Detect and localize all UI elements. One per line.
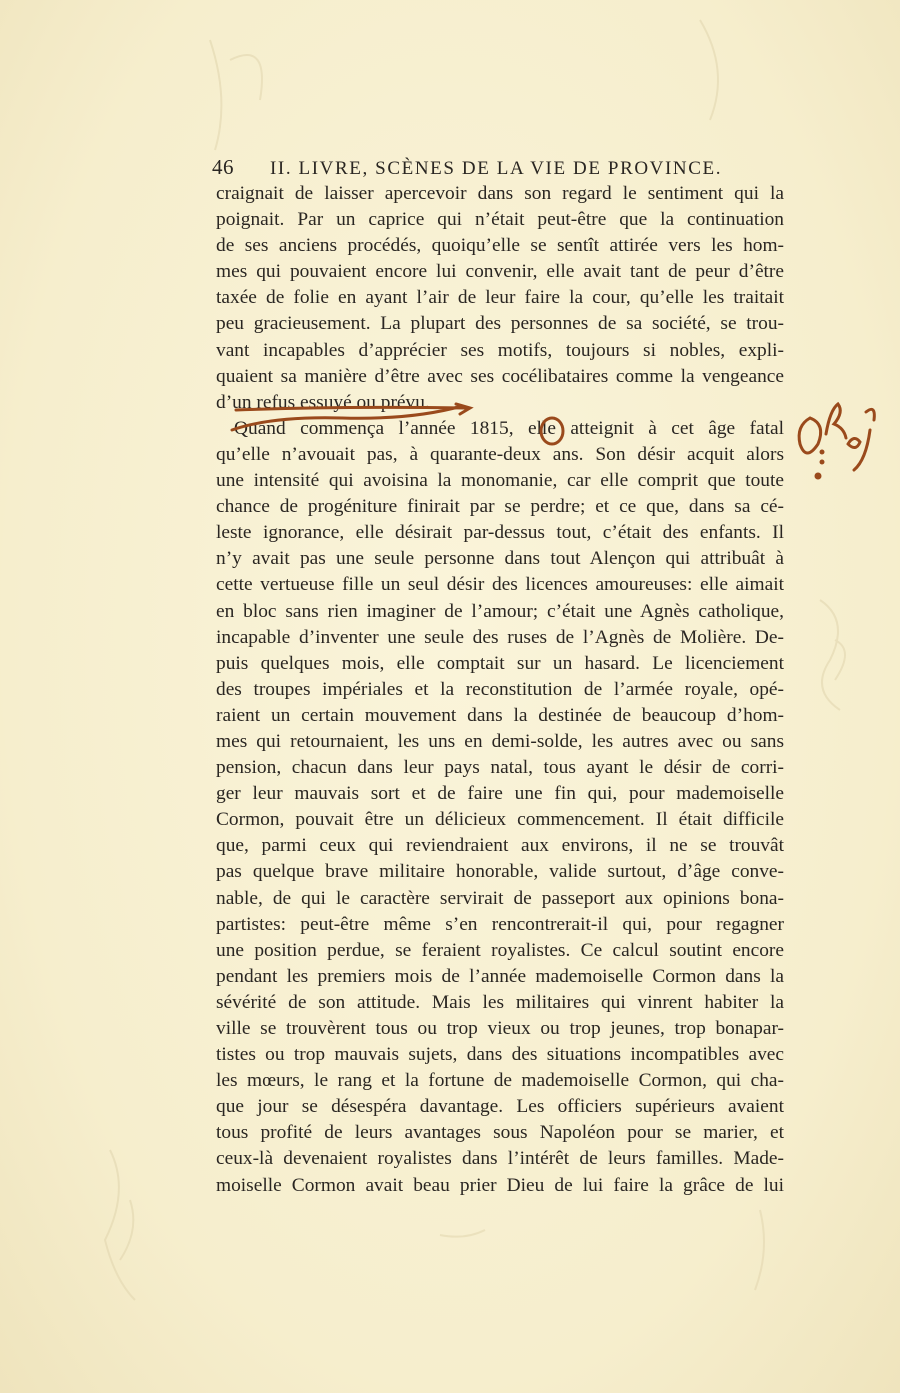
text-line: Cormon, pouvait être un délicieux commencement. Il était difficile xyxy=(216,809,784,831)
text-line: les mœurs, le rang et la fortune de mademoiselle Cormon, qui cha- xyxy=(216,1070,784,1092)
text-line: poignait. Par un caprice qui n’était peut-être que la continuation xyxy=(216,209,784,231)
text-line: vant incapables d’apprécier ses motifs, toujours si nobles, expli- xyxy=(216,339,784,361)
text-line: peu gracieusement. La plupart des personnes de sa société, se trou- xyxy=(216,313,784,335)
text-line: sévérité de son attitude. Mais les militaires qui vinrent habiter la xyxy=(216,991,784,1013)
text-line: mes qui retournaient, les uns en demi-solde, les autres avec ou sans xyxy=(216,730,784,752)
text-line: Quand commença l’année 1815, elle atteignit à cet âge fatal xyxy=(234,417,784,439)
page-number: 46 xyxy=(212,155,234,179)
text-line: tistes ou trop mauvais sujets, dans des situations incompatibles avec xyxy=(216,1044,784,1066)
text-line: ville se trouvèrent tous ou trop vieux ou trop jeunes, trop bonapar- xyxy=(216,1018,784,1039)
text-line: qu’elle n’avouait pas, à quarante-deux ans. Son désir acquit alors xyxy=(216,443,784,465)
text-line: une position perdue, se feraient royalistes. Ce calcul soutint encore xyxy=(216,939,784,961)
text-line: que jour se désespéra davantage. Les officiers supérieurs avaient xyxy=(216,1096,784,1118)
text-line: mes qui pouvaient encore lui convenir, elle avait tant de peur d’être xyxy=(216,261,784,283)
text-line: puis quelques mois, elle comptait sur un hasard. Le licenciement xyxy=(216,652,784,674)
text-line: leste ignorance, elle désirait par-dessus tout, c’était des enfants. Il xyxy=(216,522,784,544)
text-line: des troupes impériales et la reconstitution de l’armée royale, opé- xyxy=(216,678,784,700)
text-line: d’un refus essuyé ou prévu. xyxy=(216,391,430,413)
text-line: une intensité qui avoisina la monomanie, car elle comprit que toute xyxy=(216,470,784,492)
underline-mark xyxy=(236,407,466,410)
margin-note xyxy=(799,404,874,480)
text-line: raient un certain mouvement dans la destinée de beaucoup d’hom- xyxy=(216,704,784,726)
text-line: ger leur mauvais sort et de faire une fin qui, pour mademoiselle xyxy=(216,783,784,805)
text-line: quaient sa manière d’être avec ses cocélibataires comme la vengeance xyxy=(216,365,784,387)
text-line: craignait de laisser apercevoir dans son regard le sentiment qui la xyxy=(216,183,784,204)
text-line: cette vertueuse fille un seul désir des licences amoureuses: elle aimait xyxy=(216,574,784,596)
text-line: nable, de qui le caractère servirait de passeport aux opinions bona- xyxy=(216,887,784,909)
text-line: partistes: peut-être même s’en rencontrerait-il qui, pour regagner xyxy=(216,913,784,935)
text-line: moiselle Cormon avait beau prier Dieu de lui faire la grâce de lui xyxy=(216,1174,784,1196)
text-line: taxée de folie en ayant l’air de leur faire la cour, qu’elle les traitait xyxy=(216,287,784,309)
text-line: que, parmi ceux qui reviendraient aux environs, il ne se trouvât xyxy=(216,835,784,857)
text-line: en bloc sans rien imaginer de l’amour; c’était une Agnès catholique, xyxy=(216,600,784,622)
text-line: de ses anciens procédés, quoiqu’elle se sentît attirée vers les hom- xyxy=(216,235,784,257)
text-line: chance de progéniture finirait par se perdre; et ce que, dans sa cé- xyxy=(216,496,784,518)
text-line: pas quelque brave militaire honorable, valide surtout, d’âge conve- xyxy=(216,861,784,883)
text-line: ceux-là devenaient royalistes dans l’intérêt de leurs familles. Made- xyxy=(216,1148,784,1170)
text-line: incapable d’inventer une seule des ruses de l’Agnès de Molière. De- xyxy=(216,626,784,648)
circle-mark xyxy=(541,418,563,444)
text-line: tous profité de leurs avantages sous Napoléon pour se marier, et xyxy=(216,1122,784,1144)
text-line: pension, chacun dans leur pays natal, tous ayant le désir de corri- xyxy=(216,757,784,779)
text-line: pendant les premiers mois de l’année mademoiselle Cormon dans la xyxy=(216,965,784,987)
text-line: n’y avait pas une seule personne dans tout Alençon qui attribuât à xyxy=(216,548,784,570)
running-title: II. LIVRE, SCÈNES DE LA VIE DE PROVINCE. xyxy=(270,158,723,179)
